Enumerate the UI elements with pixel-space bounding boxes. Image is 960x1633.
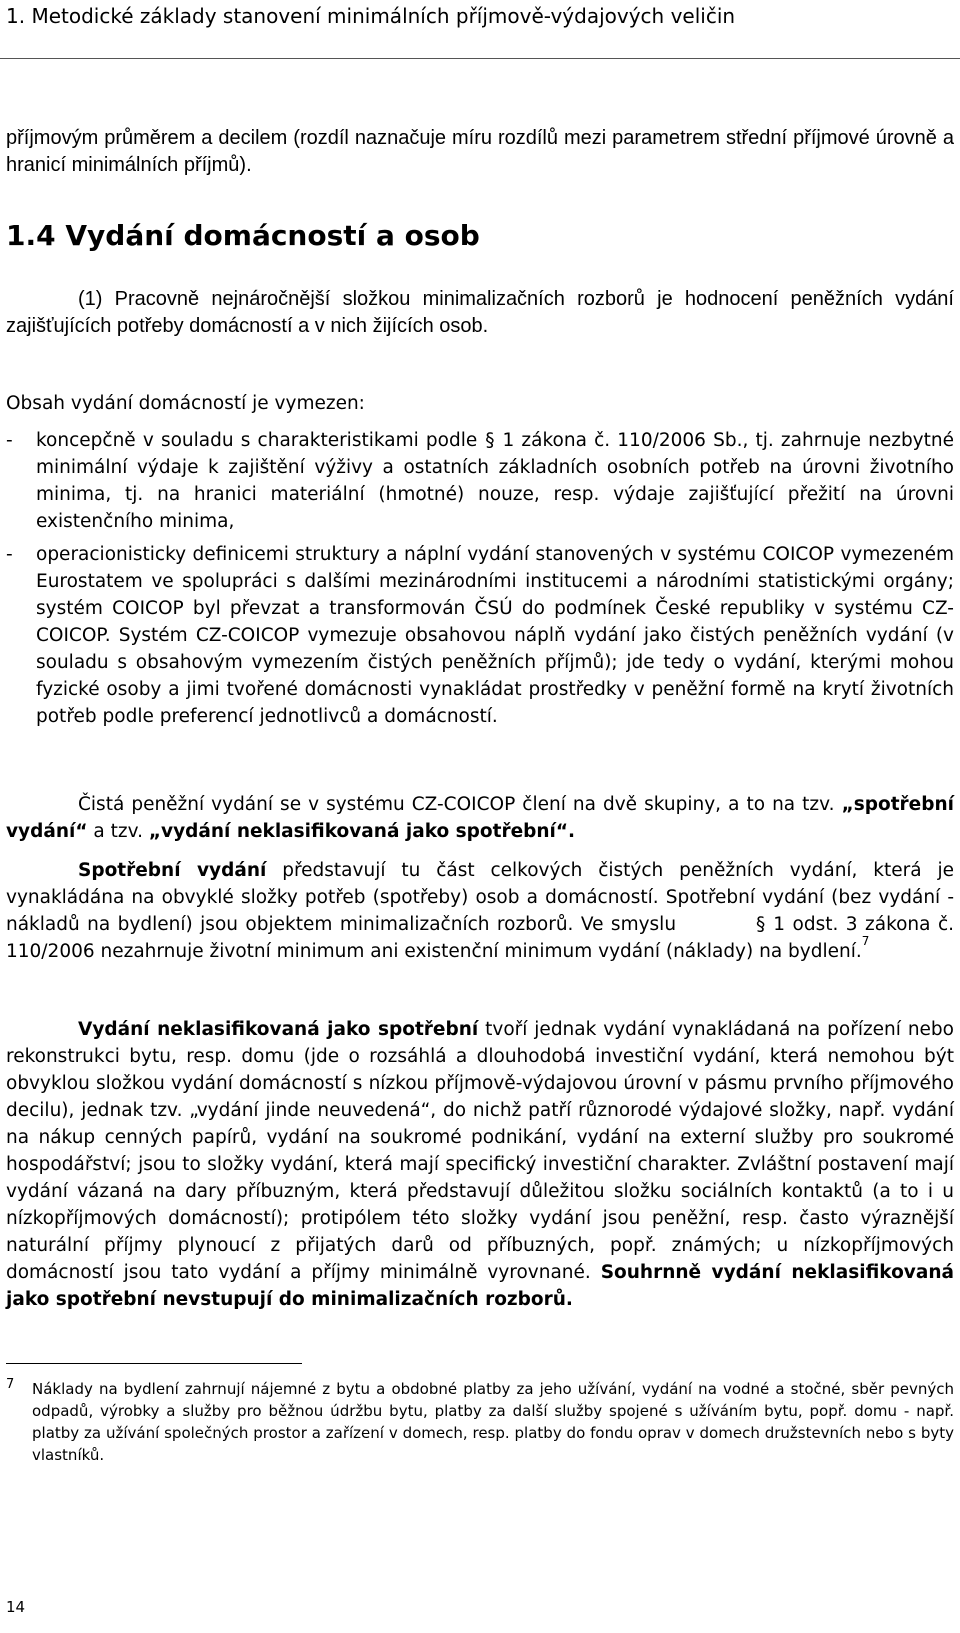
list-item-1-text xyxy=(36,427,954,535)
paragraph-4-bold: Spotřební vydání xyxy=(78,860,267,881)
footnote-text: Náklady na bydlení zahrnují nájemné z bytu a obdobné platby za jeho užívání, vydání na vodné a stočné, sběr pevných odpadů, výrobky a služby pro běžnou údržbu bytu, platby za další služby spojené s užíváním bytu, popř. domu - např. platby za užívání společných prostor a zařízení v domech, resp. platby do fondu oprav v domech družstevních nebo s byty vlastníků. xyxy=(32,1380,954,1464)
footnote-divider xyxy=(6,1363,302,1364)
paragraph-4 xyxy=(6,857,954,965)
paragraph-2: Obsah vydání domácností je vymezen: xyxy=(6,393,365,414)
paragraph-3-mid: a tzv. xyxy=(87,821,149,842)
paragraph-5-bold-end: Souhrnně vydání neklasifikovaná jako spotřební nevstupují do minimalizačních rozborů. xyxy=(6,1262,954,1310)
list-dash: - xyxy=(6,544,13,565)
paragraph-1: (1) Pracovně nejnáročnější složkou minimalizačních rozborů je hodnocení peněžních vydání zajišťujících potřeby domácností a v nich žijících osob. xyxy=(6,288,954,337)
paragraph-3-text: Čistá peněžní vydání se v systému CZ-COICOP člení na dvě skupiny, a to na tzv. xyxy=(78,794,835,815)
running-header-title: 1. Metodické základy stanovení minimálních příjmově-výdajových veličin xyxy=(6,4,736,28)
running-header xyxy=(6,0,954,30)
page-number: 14 xyxy=(6,1598,26,1616)
intro-paragraph: příjmovým průměrem a decilem (rozdíl naznačuje míru rozdílů mezi parametrem střední příjmové úrovně a hranicí minimálních příjmů). xyxy=(6,127,954,176)
section-heading: 1.4 Vydání domácností a osob xyxy=(6,219,480,252)
paragraph-5-bold: Vydání neklasifikovaná jako spotřební xyxy=(78,1019,479,1040)
footnote xyxy=(6,1378,954,1466)
header-divider xyxy=(0,58,960,59)
list-item-1-pre: koncepčně v souladu s charakteristikami podle xyxy=(36,430,478,451)
paragraph-3-bold-2: „vydání neklasifikovaná jako spotřební“. xyxy=(148,821,576,842)
list-dash: - xyxy=(6,430,13,451)
paragraph-3 xyxy=(6,791,954,845)
paragraph-5 xyxy=(6,1016,954,1313)
list-item-2-text: operacionisticky definicemi struktury a náplní vydání stanovených v systému COICOP vymezeném Eurostatem ve spolupráci s dalšími mezinárodními institucemi a národními statistickými orgány; systém COICOP byl převzat a transformován ČSÚ do podmínek České republiky v systému CZ-COICOP. Systém CZ-COICOP vymezuje obsahovou náplň vydání jako čistých peněžních vydání (v souladu s obsahovým vymezením čistých peněžních příjmů); jde tedy o vydání, kterými mohou fyzické osoby a jimi tvořené domácnosti vynakládat prostředky v peněžní formě na krytí životních potřeb podle preferencí jednotlivců a domácností. xyxy=(36,544,954,727)
list-item-2 xyxy=(6,541,954,730)
paragraph-4-text-1: představují tu část celkových čistých peněžních vydání, která je vynakládána na obvyklé složky potřeb (spotřeby) osob a domácností. Spotřební vydání (bez vydání - nákladů na bydlení) jsou objektem minimalizačních rozborů. Ve smyslu xyxy=(6,860,955,935)
list-item-1-post: 1 zákona č. 110/2006 Sb., tj. zahrnuje nezbytné minimální výdaje k zajištění výživy a ostatních základních osobních potřeb na úrovni životního minima, tj. na hranici materiální (hmotné) nouze, resp. výdaje zajišťující přežití na úrovni existenčního minima, xyxy=(36,430,954,532)
footnote-reference[interactable]: 7 xyxy=(861,934,870,948)
section-sign: § xyxy=(485,430,495,451)
paragraph-5-text: tvoří jednak vydání vynakládaná na pořízení nebo rekonstrukci bytu, resp. domu (jde o rozsáhlá a dlouhodobá investiční vydání, která nemohou být obvyklou složkou vydání domácností s nízkou příjmově-výdajovou úrovní v pásmu prvního příjmového decilu), jednak tzv. „vydání jinde neuvedená“, do nichž patří různorodé výdajové složky, např. vydání na nákup cenných papírů, vydání na soukromé podnikání, vydání na externí služby pro soukromé hospodářství; jsou to složky vydání, která mají specifický investiční charakter. Zvláštní postavení mají vydání vázaná na dary příbuzným, která představují důležitou složku sociálních kontaktů (a to i u nízkopříjmových domácností); protipólem této složky vydání jsou peněžní, resp. často výraznější naturální příjmy plynoucí z přijatých darů od příbuzných, popř. známých; u nízkopříjmových domácností jsou tato vydání a příjmy minimálně vyrovnané. xyxy=(6,1019,954,1283)
paragraph-4-text-2: 1 odst. 3 zákona č. 110/2006 nezahrnuje životní minimum ani existenční minimum vydání (náklady) na bydlení. xyxy=(6,914,954,962)
paragraph-3-bold-1: „spotřební vydání“ xyxy=(6,794,954,842)
footnote-number: 7 xyxy=(6,1377,15,1392)
list-item-1 xyxy=(6,427,954,535)
section-sign: § xyxy=(756,914,766,935)
